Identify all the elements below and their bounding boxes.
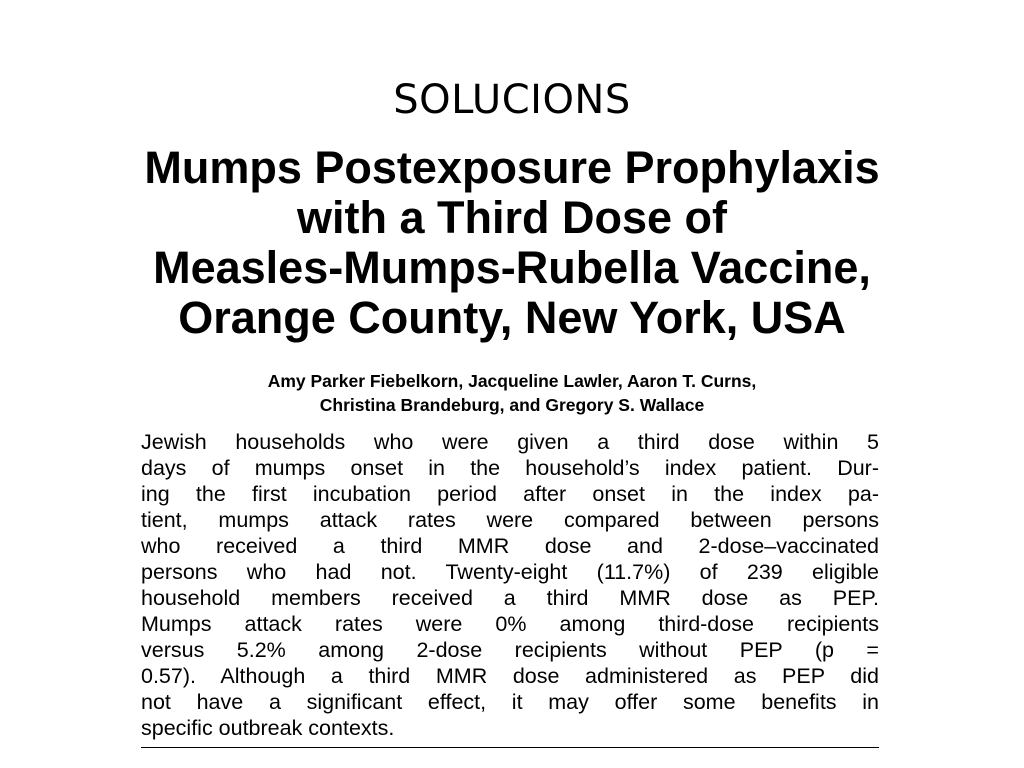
abstract-line: ing the first incubation period after onset in the index pa- [141, 482, 879, 506]
abstract-line: specific outbreak contexts. [141, 716, 395, 740]
abstract-line: who received a third MMR dose and 2-dose–vaccinated [141, 534, 879, 558]
abstract-line: household members received a third MMR dose as PEP. [141, 586, 879, 610]
abstract-line: versus 5.2% among 2-dose recipients without PEP (p = [141, 638, 879, 662]
abstract-line: persons who had not. Twenty-eight (11.7%) of 239 eligible [141, 560, 879, 584]
abstract-line: tient, mumps attack rates were compared between persons [141, 508, 879, 532]
abstract-line: Jewish households who were given a third dose within 5 [141, 430, 879, 454]
abstract-line: days of mumps onset in the household’s index patient. Dur- [141, 456, 879, 480]
abstract-line: not have a significant effect, it may offer some benefits in [141, 690, 879, 714]
paper-authors [0, 369, 1024, 417]
paper-title-line: with a Third Dose of [296, 192, 727, 243]
paper-title-line: Orange County, New York, USA [178, 292, 846, 343]
author-line: Amy Parker Fiebelkorn, Jacqueline Lawler, Aaron T. Curns, [267, 371, 757, 391]
paper-title-line: Measles-Mumps-Rubella Vaccine, [153, 242, 871, 293]
paper-abstract [141, 429, 879, 741]
bottom-divider [141, 747, 879, 748]
author-line: Christina Brandeburg, and Gregory S. Wallace [319, 395, 705, 415]
paper-title-line: Mumps Postexposure Prophylaxis [144, 142, 880, 193]
paper-title [20, 143, 1004, 343]
abstract-line: Mumps attack rates were 0% among third-dose recipients [141, 612, 879, 636]
abstract-line: 0.57). Although a third MMR dose administered as PEP did [141, 664, 879, 688]
slide-heading: SOLUCIONS [393, 77, 631, 123]
